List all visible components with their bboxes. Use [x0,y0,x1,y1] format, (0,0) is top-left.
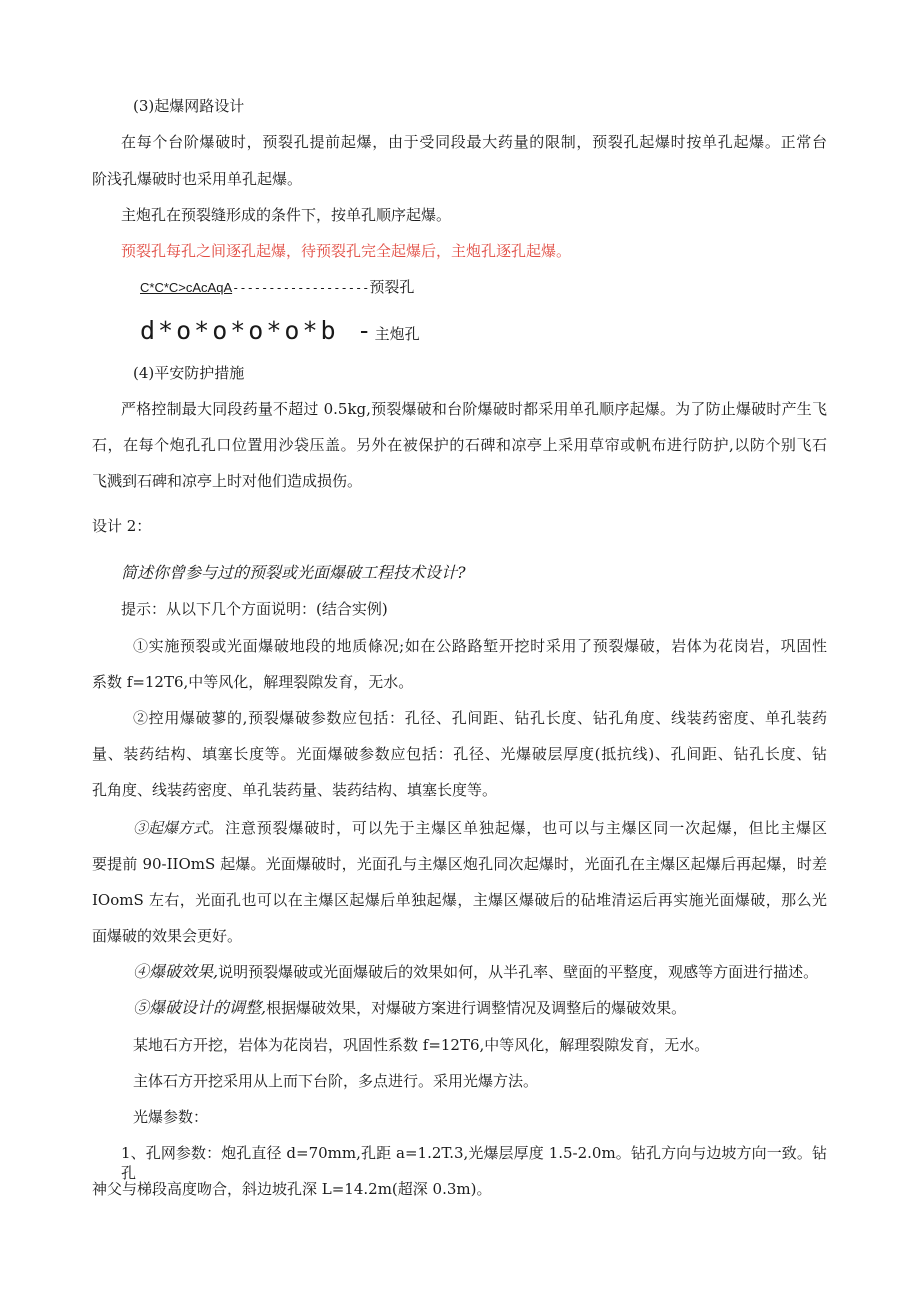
item-3-line: 要提前 90-IIOmS 起爆。光面爆破时，光面孔与主爆区炮孔同次起爆时，光面孔在主爆区起爆后再起爆，时差 [92,855,827,873]
main-hole-label: 主炮孔 [374,325,420,343]
question: 简述你曾参与过的预裂或光面爆破工程技术设计? [121,563,466,582]
item-1-line: ①实施预裂或光面爆破地段的地质條况;如在公路路堑开挖时采用了预裂爆破，岩体为花岗岩，巩固性 [133,637,827,655]
presplit-label: 预裂孔 [369,278,415,296]
presplit-leader: ------------------- [232,281,370,295]
item-3-text: 注意预裂爆破时，可以先于主爆区单独起爆，也可以与主爆区同一次起爆，但比主爆区 [225,819,827,837]
highlighted-paragraph: 预裂孔每孔之间逐孔起爆，待预裂孔完全起爆后，主炮孔逐孔起爆。 [121,242,572,260]
hint: 提示：从以下几个方面说明：(结合实例) [121,600,388,618]
item-3-line: IOomS 左右，光面孔也可以在主爆区起爆后单独起爆，主爆区爆破后的砧堆清运后再实施光面爆破，那么光 [92,891,827,909]
design-2-heading: 设计 2： [92,517,152,535]
paragraph: 主炮孔在预裂缝形成的条件下，按单孔顺序起爆。 [121,206,452,224]
item-5-text: 根据爆破效果，对爆破方案进行调整情况及调整后的爆破效果。 [266,999,687,1017]
paragraph-line: 在每个台阶爆破时，预裂孔提前起爆，由于受同段最大药量的限制，预裂孔起爆时按单孔起爆。正常台 [121,133,827,151]
item-3-line [133,818,827,838]
section-heading-initiation-network: (3)起爆网路设计 [133,97,245,115]
example-paragraph: 主体石方开挖采用从上而下台阶，多点进行。采用光爆方法。 [133,1072,539,1090]
presplit-sequence: C*C*C>cAcAqA [140,280,233,295]
diagram-main-row [140,316,420,349]
item-3-line: 面爆破的效果会更好。 [92,927,243,945]
item-4-title: ④爆破效果, [133,962,219,981]
diagram-presplit-row [140,277,414,298]
item-1-line: 系数 f=12T6,中等风化，解理裂隙发育，无水。 [92,673,414,691]
params-line: 神父与梯段高度吻合，斜边坡孔深 L=14.2m(超深 0.3m)。 [92,1180,492,1198]
item-3-title: ③起爆方式。 [133,819,224,837]
params-line: 1、孔网参数：炮孔直径 d=70mm,孔距 a=1.2T.3,光爆层厚度 1.5-2.0m。钻孔方向与边坡方向一致。钻孔 [121,1144,827,1182]
paragraph-line: 石，在每个炮孔孔口位置用沙袋压盖。另外在被保护的石碑和凉亭上采用草帘或帆布进行防护,以防个别飞石 [92,436,827,454]
main-hole-sequence: d*o*o*o*o*b - [140,316,375,345]
example-paragraph: 某地石方开挖，岩体为花岗岩，巩固性系数 f=12T6,中等风化，解理裂隙发育，无水。 [133,1036,710,1054]
paragraph-line: 严格控制最大同段药量不超过 0.5kg,预裂爆破和台阶爆破时都采用单孔顺序起爆。为了防止爆破时产生飞 [121,400,827,418]
item-2-line: ②控用爆破蓼的,预裂爆破参数应包括：孔径、孔间距、钻孔长度、钻孔角度、线装药密度、单孔装药 [133,709,827,727]
item-5-title: ⑤爆破设计的调整, [133,998,267,1017]
item-4-line [133,962,818,982]
item-4-text: 说明预裂爆破或光面爆破后的效果如何，从半孔率、壁面的平整度，观感等方面进行描述。 [218,963,819,981]
smooth-blasting-params-heading: 光爆参数： [133,1108,209,1126]
item-2-line: 量、装药结构、填塞长度等。光面爆破参数应包括：孔径、光爆破层厚度(抵抗线)、孔间距、钻孔长度、钻 [92,745,827,763]
section-heading-safety: (4)平安防护措施 [133,364,245,382]
item-5-line [133,998,686,1018]
paragraph-line: 阶浅孔爆破时也采用单孔起爆。 [92,170,303,188]
paragraph-line: 飞溅到石碑和凉亭上时对他们造成损伤。 [92,472,363,490]
item-2-line: 孔角度、线装药密度、单孔装药量、装药结构、填塞长度等。 [92,781,498,799]
